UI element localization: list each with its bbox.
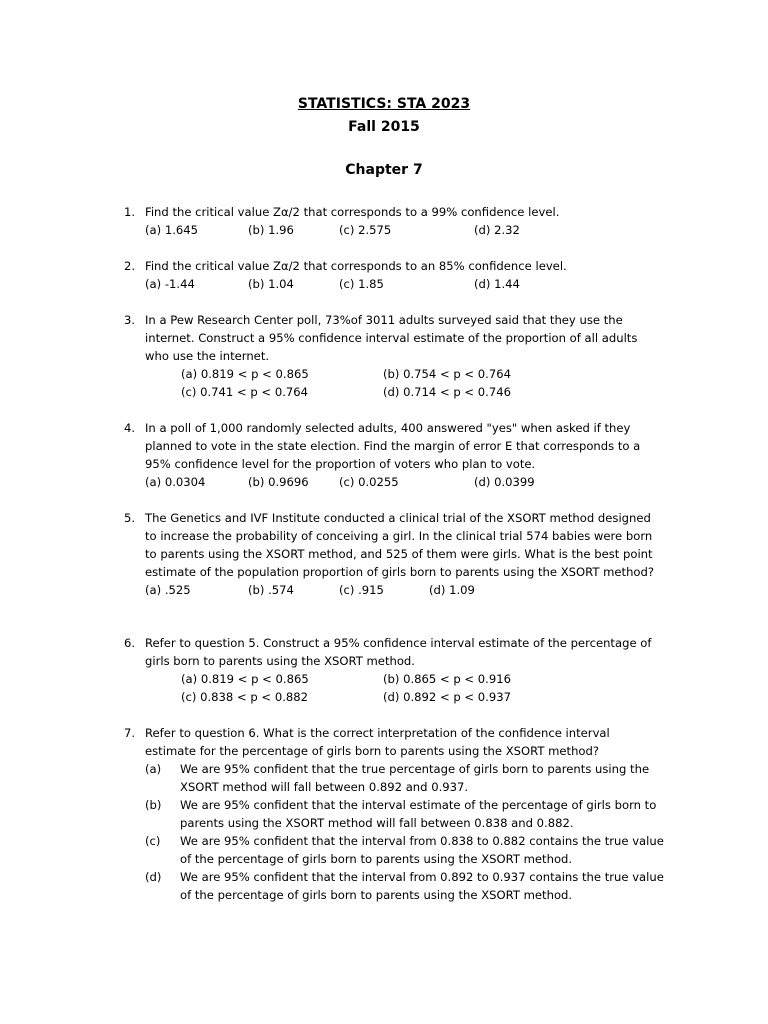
option-b <box>145 796 664 832</box>
option-b: (b) 0.865 < p < 0.916 <box>383 672 512 686</box>
answer-options <box>145 688 664 706</box>
option-a: (a) .525 <box>145 583 191 597</box>
question-3 <box>124 311 664 401</box>
option-c: (c) 0.0255 <box>339 475 399 489</box>
question-number: 5. <box>124 511 136 525</box>
answer-options <box>145 581 664 599</box>
option-c: (c) .915 <box>339 583 384 597</box>
option-b: (b) 0.754 < p < 0.764 <box>383 367 512 381</box>
question-number: 2. <box>124 259 136 273</box>
question-stem: Find the critical value Zα/2 that corresponds to a 99% confidence level. <box>145 205 560 219</box>
option-text: We are 95% confident that the interval from 0.838 to 0.882 contains the true value of the percentage of girls born to parents using the XSORT method. <box>180 834 664 866</box>
answer-options <box>145 365 664 383</box>
question-5 <box>124 509 664 599</box>
answer-options <box>145 275 664 293</box>
option-d <box>145 868 664 904</box>
option-label: (d) <box>145 870 162 884</box>
option-d: (d) 0.714 < p < 0.746 <box>383 385 512 399</box>
option-a: (a) 0.819 < p < 0.865 <box>181 367 309 381</box>
chapter-title: Chapter 7 <box>345 162 423 178</box>
question-7 <box>124 724 664 904</box>
question-stem: In a Pew Research Center poll, 73%of 3011 adults surveyed said that they use the internet. Construct a 95% confidence interval estimate of the proportion of all adults who use the internet. <box>145 313 638 363</box>
option-c: (c) 1.85 <box>339 277 384 291</box>
question-number: 7. <box>124 726 136 740</box>
question-number: 3. <box>124 313 136 327</box>
option-b: (b) 0.9696 <box>248 475 309 489</box>
option-d: (d) 0.892 < p < 0.937 <box>383 690 512 704</box>
question-stem: Refer to question 6. What is the correct interpretation of the confidence interval estimate for the percentage of girls born to parents using the XSORT method? <box>145 726 610 758</box>
option-c: (c) 0.838 < p < 0.882 <box>181 690 309 704</box>
option-d: (d) 1.44 <box>474 277 520 291</box>
answer-options <box>145 383 664 401</box>
question-stem: In a poll of 1,000 randomly selected adults, 400 answered "yes" when asked if they planned to vote in the state election. Find the margin of error E that corresponds to a 95% confidence level for the proportion of voters who plan to vote. <box>145 421 641 471</box>
option-text: We are 95% confident that the true percentage of girls born to parents using the XSORT method will fall between 0.892 and 0.937. <box>180 762 650 794</box>
option-c: (c) 2.575 <box>339 223 392 237</box>
option-a: (a) 0.819 < p < 0.865 <box>181 672 309 686</box>
question-number: 4. <box>124 421 136 435</box>
question-6 <box>124 634 664 706</box>
answer-options <box>145 473 664 491</box>
option-b: (b) 1.04 <box>248 277 294 291</box>
question-number: 6. <box>124 636 136 650</box>
option-d: (d) 1.09 <box>429 583 475 597</box>
option-text: We are 95% confident that the interval estimate of the percentage of girls born to parents using the XSORT method will fall between 0.838 and 0.882. <box>180 798 657 830</box>
option-c: (c) 0.741 < p < 0.764 <box>181 385 309 399</box>
option-b: (b) .574 <box>248 583 294 597</box>
question-stem: Refer to question 5. Construct a 95% confidence interval estimate of the percentage of girls born to parents using the XSORT method. <box>145 636 652 668</box>
option-label: (a) <box>145 762 162 776</box>
term-title: Fall 2015 <box>348 119 420 135</box>
option-a: (a) -1.44 <box>145 277 195 291</box>
option-c <box>145 832 664 868</box>
question-number: 1. <box>124 205 136 219</box>
answer-options <box>145 221 664 239</box>
option-label: (c) <box>145 834 161 848</box>
option-a: (a) 0.0304 <box>145 475 206 489</box>
option-d: (d) 0.0399 <box>474 475 535 489</box>
option-text: We are 95% confident that the interval from 0.892 to 0.937 contains the true value of the percentage of girls born to parents using the XSORT method. <box>180 870 664 902</box>
question-4 <box>124 419 664 491</box>
question-stem: Find the critical value Zα/2 that corresponds to an 85% confidence level. <box>145 259 567 273</box>
answer-options <box>145 670 664 688</box>
option-d: (d) 2.32 <box>474 223 520 237</box>
option-a: (a) 1.645 <box>145 223 199 237</box>
option-b: (b) 1.96 <box>248 223 294 237</box>
question-2 <box>124 257 664 293</box>
question-stem: The Genetics and IVF Institute conducted a clinical trial of the XSORT method designed to increase the probability of conceiving a girl. In the clinical trial 574 babies were born to parents using the XSORT method, and 525 of them were girls. What is the best point estimate of the population proportion of girls born to parents using the XSORT method? <box>145 511 655 579</box>
option-label: (b) <box>145 798 162 812</box>
question-1 <box>124 203 664 239</box>
course-title: STATISTICS: STA 2023 <box>297 96 471 112</box>
option-a <box>145 760 664 796</box>
